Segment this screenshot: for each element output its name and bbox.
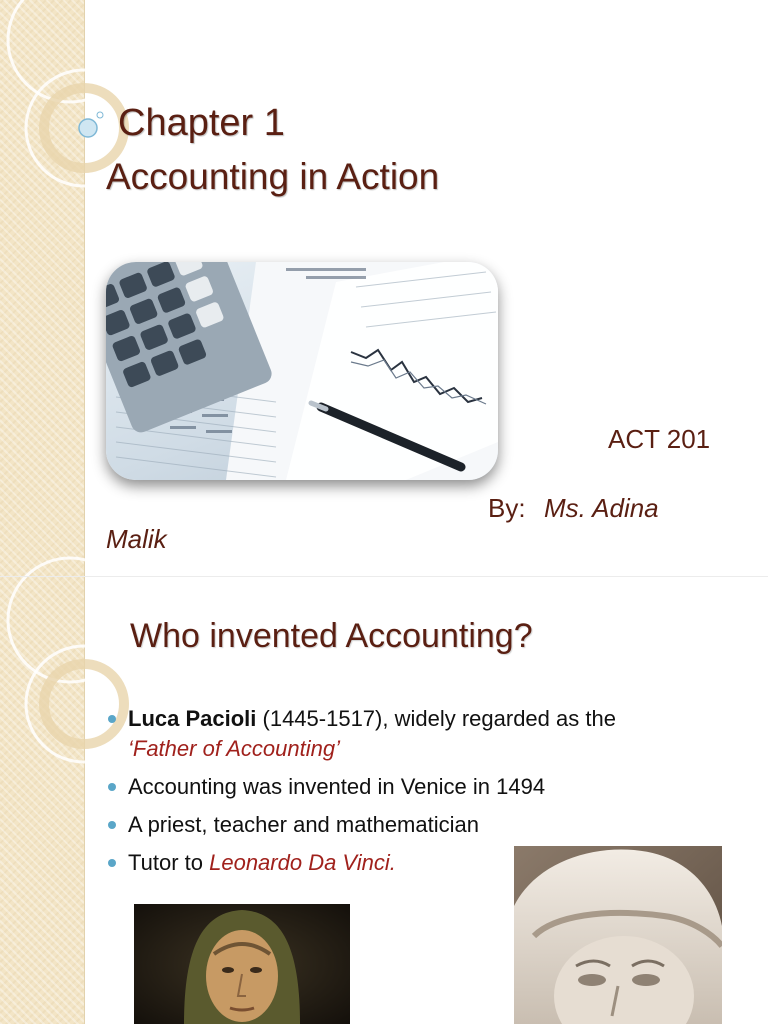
- bullet-icon: [108, 859, 116, 867]
- author-surname: Malik: [106, 524, 167, 554]
- bullet-text: Tutor to: [128, 850, 210, 875]
- bullet-quote: ‘Father of Accounting’: [128, 736, 340, 761]
- chapter-subtitle: Accounting in Action: [106, 156, 440, 197]
- portrait-painting: [134, 904, 350, 1024]
- bullet-text: (1445-1517), widely regarded as the: [256, 706, 616, 731]
- course-code: ACT 201: [608, 424, 711, 454]
- slide-divider: [0, 576, 768, 577]
- bubble-icon: [79, 119, 97, 137]
- chapter-title: Chapter 1: [118, 102, 285, 144]
- bullet-text: A priest, teacher and mathematician: [128, 812, 479, 837]
- list-item: [106, 704, 726, 764]
- bullet-name-highlight: Leonardo Da Vinci.: [209, 850, 396, 875]
- bullet-icon: [108, 821, 116, 829]
- list-item: [106, 772, 726, 802]
- slide-title: Who invented Accounting?: [130, 617, 533, 655]
- calculator-chart-photo: [106, 262, 498, 480]
- person-name: Luca Pacioli: [128, 706, 257, 731]
- list-item: [106, 810, 726, 840]
- byline-label: By:: [488, 493, 526, 523]
- bullet-text: Accounting was invented in Venice in 1494: [128, 774, 546, 799]
- author-name: Ms. Adina: [544, 493, 659, 523]
- bullet-icon: [108, 783, 116, 791]
- bullet-icon: [108, 715, 116, 723]
- statue-photo: [514, 846, 722, 1024]
